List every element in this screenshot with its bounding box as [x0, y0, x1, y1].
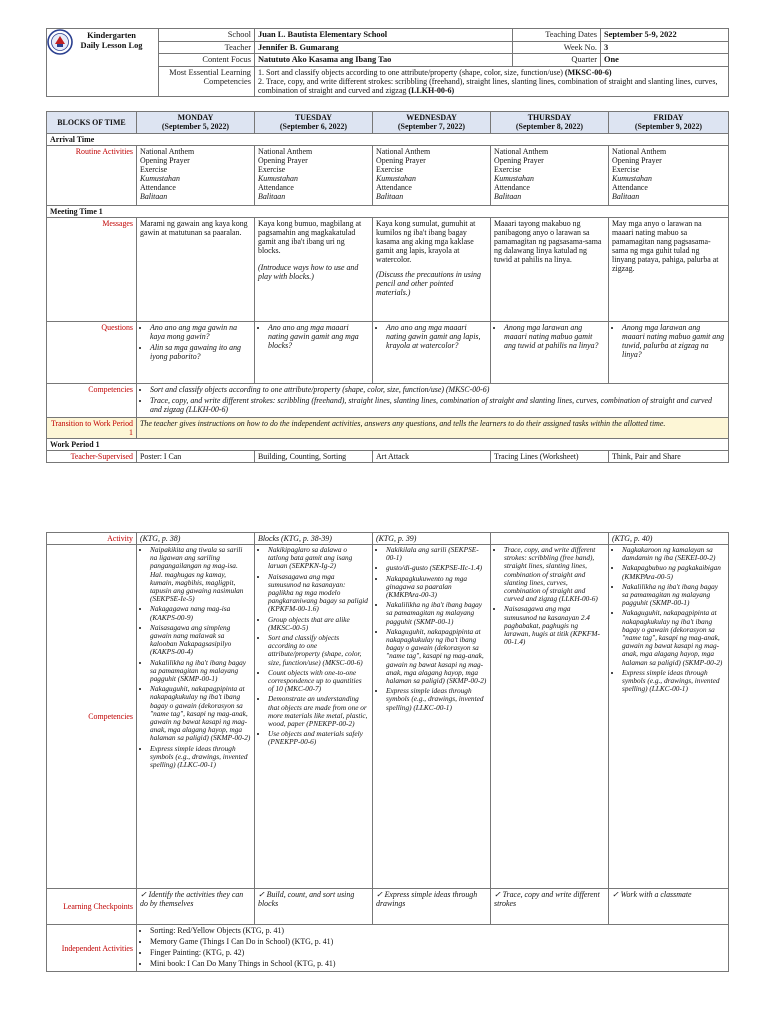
- teacher-supervised-friday: Think, Pair and Share: [609, 451, 729, 463]
- routine-item: Balitaan: [140, 192, 168, 201]
- routine-item: Kumustahan: [258, 174, 298, 183]
- list-item: • gusto/di-gusto (SEKPSE-IIc-1.4): [386, 564, 487, 572]
- arrival-time-header: Arrival Time: [47, 134, 729, 146]
- list-item: • Nagkakaroon ng kamalayan sa damdamin ng iba (SEKEI-00-2): [622, 546, 725, 562]
- competencies-tuesday: [255, 545, 373, 889]
- routine-item: Exercise: [140, 165, 168, 174]
- work-period-header: Work Period 1: [47, 439, 729, 451]
- list-item: • Trace, copy, and write different strokes: scribbling (free hand), straight lines, slanting lines, combination of straight and slanting lines, curves, combination of straight and curved and zigzag (LLKH-00-6): [504, 546, 605, 603]
- content-focus-value: Natututo Ako Kasama ang Ibang Tao: [255, 54, 513, 67]
- transition-text: The teacher gives instructions on how to do the independent activities, answers any questions, and tells the learners to do their assigned tasks within the allotted time.: [137, 418, 729, 439]
- list-item: • Naisasagawa ang mga sumusunod na kasanayan 2.4 pagbabakat, paghugis ng larawan, hugis at titik (KPKFM-00-1.4): [504, 605, 605, 646]
- routine-item: Exercise: [494, 165, 522, 174]
- routine-label: Routine Activities: [47, 146, 137, 206]
- question-item: • Anong mga larawan ang maaari nating mabuo gamit ang tuwid, palurba at zigzag na linya?: [622, 323, 725, 359]
- activity-label: Activity: [47, 533, 137, 545]
- routine-cell: [373, 146, 491, 206]
- routine-item: Attendance: [376, 183, 412, 192]
- routine-item: National Anthem: [376, 147, 431, 156]
- meeting-time-header: Meeting Time 1: [47, 206, 729, 218]
- routine-item: Attendance: [140, 183, 176, 192]
- routine-cell: [255, 146, 373, 206]
- mel-item-1: 1. Sort and classify objects according to one attribute/property (shape, color, size, function/use) (MKSC-00-6): [258, 67, 612, 77]
- teacher-supervised-monday: Poster: I Can: [137, 451, 255, 463]
- teacher-supervised-thursday: Tracing Lines (Worksheet): [491, 451, 609, 463]
- routine-item: Exercise: [258, 165, 286, 174]
- message-thursday: Maaari tayong makabuo ng panibagong anyo o larawan sa pamamagitan ng pagsasama-sama ng dalawang linya katulad ng tuwid at pahilis na linya.: [491, 218, 609, 322]
- question-item: • Ano ano ang mga gawin na kaya mong gawin?: [150, 323, 251, 341]
- checkpoint-wednesday: ✓ Express simple ideas through drawings: [373, 889, 491, 925]
- header-table: [46, 28, 729, 97]
- list-item: • Sorting: Red/Yellow Objects (KTG, p. 41): [150, 926, 725, 935]
- teacher-supervised-tuesday: Building, Counting, Sorting: [255, 451, 373, 463]
- day-header-monday: MONDAY (September 5, 2022): [137, 112, 255, 134]
- competencies-friday: [609, 545, 729, 889]
- routine-item: Kumustahan: [494, 174, 534, 183]
- routine-item: Kumustahan: [376, 174, 416, 183]
- competency-item: • Trace, copy, and write different strokes: scribbling (freehand), straight lines, slanting lines, combination of straight and slanting lines, curves, combination of straight and curved and zigzag (LLKH-00-6): [150, 396, 725, 414]
- mel-item-2: 2. Trace, copy, and write different strokes: scribbling (freehand), straight lines, slanting lines, combination of straight and slanting lines, curves, combination of straight and curved and zigzag (LLKH-00-6): [258, 76, 718, 95]
- teaching-dates-value: September 5-9, 2022: [601, 29, 729, 42]
- list-item: • Naisasagawa ang simpleng gawain nang malawak sa kalooban Nakapagsasipilyo (KAKPS-00-4): [150, 624, 251, 657]
- questions-label: Questions: [47, 322, 137, 384]
- school-label: School: [159, 29, 255, 42]
- checkpoint-thursday: ✓ Trace, copy and write different strokes: [491, 889, 609, 925]
- list-item: • Express simple ideas through symbols (e.g., drawings, invented spelling) (LLKC-00-1): [386, 687, 487, 712]
- list-item: • Sort and classify objects according to one attribute/property (shape, color, size, function/use) (MKSC-00-6): [268, 634, 369, 667]
- routine-item: Opening Prayer: [140, 156, 190, 165]
- list-item: • Nakikilala ang sarili (SEKPSE-00-1): [386, 546, 487, 562]
- routine-item: Exercise: [376, 165, 404, 174]
- questions-monday: [137, 322, 255, 384]
- message-tuesday: Kaya kong bumuo, magbilang at pagsamahin ang magkakatulad gamit ang iba't ibang uri ng blocks. (Introduce ways how to use and play with blocks.): [255, 218, 373, 322]
- questions-thursday: [491, 322, 609, 384]
- message-note-wednesday: (Discuss the precautions in using pencil and other pointed materials.): [376, 270, 481, 297]
- teaching-dates-label: Teaching Dates: [513, 29, 601, 42]
- routine-cell: [491, 146, 609, 206]
- routine-cell: [137, 146, 255, 206]
- question-item: • Anong mga larawan ang maaari nating mabuo gamit ang tuwid at pahilis na linya?: [504, 323, 605, 350]
- teacher-value: Jennifer B. Gumarang: [255, 41, 513, 54]
- list-item: • Nakagagawa nang mag-isa (KAKPS-00-9): [150, 605, 251, 621]
- routine-item: Attendance: [494, 183, 530, 192]
- weekly-table: [46, 111, 729, 463]
- list-item: • Mini book: I Can Do Many Things in School (KTG, p. 41): [150, 959, 725, 968]
- questions-wednesday: [373, 322, 491, 384]
- checkpoint-tuesday: ✓ Build, count, and sort using blocks: [255, 889, 373, 925]
- routine-item: Kumustahan: [612, 174, 652, 183]
- routine-item: National Anthem: [140, 147, 195, 156]
- routine-item: Attendance: [258, 183, 294, 192]
- question-item: • Ano ano ang mga maaari nating gawin gamit ang mga blocks?: [268, 323, 369, 350]
- day-header-wednesday: WEDNESDAY (September 7, 2022): [373, 112, 491, 134]
- activity-thursday: [491, 533, 609, 545]
- list-item: • Nakaguguhit, nakapagpipinta at nakapagkukulay ng iba't ibang bagay o gawain (dekorasyon sa "name tag", kasapi ng mag-anak, gawain ng bawat kasapi ng mag-anak, mga alagang hayop, mga halaman sa paligid) (SKMP-00-2): [386, 628, 487, 685]
- mel-label: Most Essential Learning Competencies: [159, 66, 255, 96]
- mel-code-2: (LLKH-00-6): [408, 85, 455, 95]
- question-item: • Ano ano ang mga maaari nating gawin gamit ang lapis, krayola at watercolor?: [386, 323, 487, 350]
- activity-table: [46, 532, 729, 972]
- content-focus-label: Content Focus: [159, 54, 255, 67]
- list-item: • Memory Game (Things I Can Do in School) (KTG, p. 41): [150, 937, 725, 946]
- day-header-friday: FRIDAY (September 9, 2022): [609, 112, 729, 134]
- checkpoint-monday: ✓ Identify the activities they can do by themselves: [137, 889, 255, 925]
- checkpoint-friday: ✓ Work with a classmate: [609, 889, 729, 925]
- list-item: • Finger Painting: (KTG, p. 42): [150, 948, 725, 957]
- routine-item: Opening Prayer: [494, 156, 544, 165]
- question-item: • Alin sa mga gawaing ito ang iyong paborito?: [150, 343, 251, 361]
- activity-wednesday: (KTG, p. 39): [373, 533, 491, 545]
- title-line2: Daily Lesson Log: [80, 40, 143, 50]
- list-item: • Nakapagbubuo ng pagkakaibigan (KMKPAra-00-5): [622, 564, 725, 580]
- list-item: • Naipakikita ang tiwala sa sarili na ligawan ang sariling pangangailangan ng mag-isa. Hal. maghugas ng kamay, kumain, magbihis, magligpit, tapusin ang gawaing nasimulan (SEKPSE-Ie-5): [150, 546, 251, 603]
- mel-code-1: (MKSC-00-6): [564, 67, 612, 77]
- messages-label: Messages: [47, 218, 137, 322]
- competencies-monday: [137, 545, 255, 889]
- day-header-thursday: THURSDAY (September 8, 2022): [491, 112, 609, 134]
- list-item: • Naisasagawa ang mga sumusunod na kasanayan: paglikha ng mga modelo pangkaraniwang bagay sa paligid (KPKFM-00-1.6): [268, 573, 369, 614]
- activity-tuesday: Blocks (KTG, p. 38-39): [255, 533, 373, 545]
- week-no-value: 3: [601, 41, 729, 54]
- competency-item: • Sort and classify objects according to one attribute/property (shape, color, size, function/use) (MKSC-00-6): [150, 385, 725, 394]
- routine-item: Balitaan: [258, 192, 286, 201]
- competencies-thursday: [491, 545, 609, 889]
- list-item: • Nakaguguhit, nakapagpipinta at nakapagkukulay ng iba't ibang bagay o gawain (dekorasyon sa "name tag", kasapi ng mag-anak, gawain ng bawat kasapi ng mag-anak, mga alagang hayop, mga halaman sa paligid) (SKMP-00-2): [622, 609, 725, 666]
- competencies-week: [137, 384, 729, 418]
- document-title: [47, 29, 159, 97]
- list-item: • Count objects with one-to-one correspondence up to quantities of 10 (MKC-00-7): [268, 669, 369, 694]
- teacher-supervised-label: Teacher-Supervised: [47, 451, 137, 463]
- independent-activities: [137, 925, 729, 972]
- quarter-value: One: [601, 54, 729, 67]
- list-item: • Nakalilikha ng iba't ibang bagay sa pamamagitan ng malayang pagguhit (SKMP-00-1): [622, 583, 725, 608]
- mel-list: [255, 66, 729, 96]
- message-monday: Marami ng gawain ang kaya kong gawin at matutunan sa paaralan.: [137, 218, 255, 322]
- message-friday: May mga anyo o larawan na maaari nating mabuo sa pamamagitan nang pagsasama-sama ng mga guhit tulad ng linyang pataya, pahiga, palurba at zigzag.: [609, 218, 729, 322]
- activity-competencies-label: Competencies: [47, 545, 137, 889]
- questions-tuesday: [255, 322, 373, 384]
- routine-cell: [609, 146, 729, 206]
- checkpoints-label: Learning Checkpoints: [47, 889, 137, 925]
- list-item: • Express simple ideas through symbols (e.g., drawings, invented spelling) (LLKC-00-1): [150, 745, 251, 770]
- list-item: • Group objects that are alike (MKSC-00-5): [268, 616, 369, 632]
- transition-label: Transition to Work Period 1: [47, 418, 137, 439]
- routine-item: Balitaan: [494, 192, 522, 201]
- routine-item: Opening Prayer: [258, 156, 308, 165]
- message-note-tuesday: (Introduce ways how to use and play with blocks.): [258, 263, 359, 281]
- routine-item: Attendance: [612, 183, 648, 192]
- competencies-wednesday: [373, 545, 491, 889]
- message-wednesday: Kaya kong sumulat, gumuhit at kumilos ng iba't ibang bagay kasama ang aking mga kaklase gamit ang lapis, krayola at watercolor. (Discuss the precautions in using pencil and other pointed materials.): [373, 218, 491, 322]
- routine-item: National Anthem: [494, 147, 549, 156]
- title-line1: Kindergarten: [87, 31, 136, 40]
- quarter-label: Quarter: [513, 54, 601, 67]
- competencies-label: Competencies: [47, 384, 137, 418]
- routine-item: Opening Prayer: [612, 156, 662, 165]
- routine-item: Exercise: [612, 165, 640, 174]
- list-item: • Demonstrate an understanding that objects are made from one or more materials like metal, plastic, wood, paper (PNEKPP-00-2): [268, 695, 369, 728]
- routine-item: Balitaan: [612, 192, 640, 201]
- list-item: • Nakapagkukuwento ng mga ginagawa sa paaralan (KMKPAra-00-3): [386, 575, 487, 600]
- activity-monday: (KTG, p. 38): [137, 533, 255, 545]
- routine-item: National Anthem: [612, 147, 667, 156]
- activity-friday: (KTG, p. 40): [609, 533, 729, 545]
- teacher-supervised-wednesday: Art Attack: [373, 451, 491, 463]
- routine-item: Balitaan: [376, 192, 404, 201]
- routine-item: Opening Prayer: [376, 156, 426, 165]
- teacher-label: Teacher: [159, 41, 255, 54]
- list-item: • Nakalilikha ng iba't ibang bagay sa pamamagitan ng malayang pagguhit (SKMP-00-1): [386, 601, 487, 626]
- list-item: • Express simple ideas through symbols (e.g., drawings, invented spelling) (LLKC-00-1): [622, 669, 725, 694]
- list-item: • Nakaguguhit, nakapagpipinta at nakapagkukulay ng iba't ibang bagay o gawain (dekorasyon sa "name tag", kasapi ng mag-anak, gawain ng bawat kasapi ng mag-anak, mga alagang hayop, mga halaman sa paligid) (SKMP-00-2): [150, 685, 251, 742]
- independent-label: Independent Activities: [47, 925, 137, 972]
- blocks-of-time-header: BLOCKS OF TIME: [47, 112, 137, 134]
- week-no-label: Week No.: [513, 41, 601, 54]
- list-item: • Nakalilikha ng iba't ibang bagay sa pamamagitan ng malayang pagguhit (SKMP-00-1): [150, 659, 251, 684]
- questions-friday: [609, 322, 729, 384]
- list-item: • Nakikipaglaro sa dalawa o tatlong bata gamit ang isang laruan (SEKPKN-Ig-2): [268, 546, 369, 571]
- routine-item: Kumustahan: [140, 174, 180, 183]
- list-item: • Use objects and materials safely (PNEKPP-00-6): [268, 730, 369, 746]
- day-header-tuesday: TUESDAY (September 6, 2022): [255, 112, 373, 134]
- school-value: Juan L. Bautista Elementary School: [255, 29, 513, 42]
- routine-item: National Anthem: [258, 147, 313, 156]
